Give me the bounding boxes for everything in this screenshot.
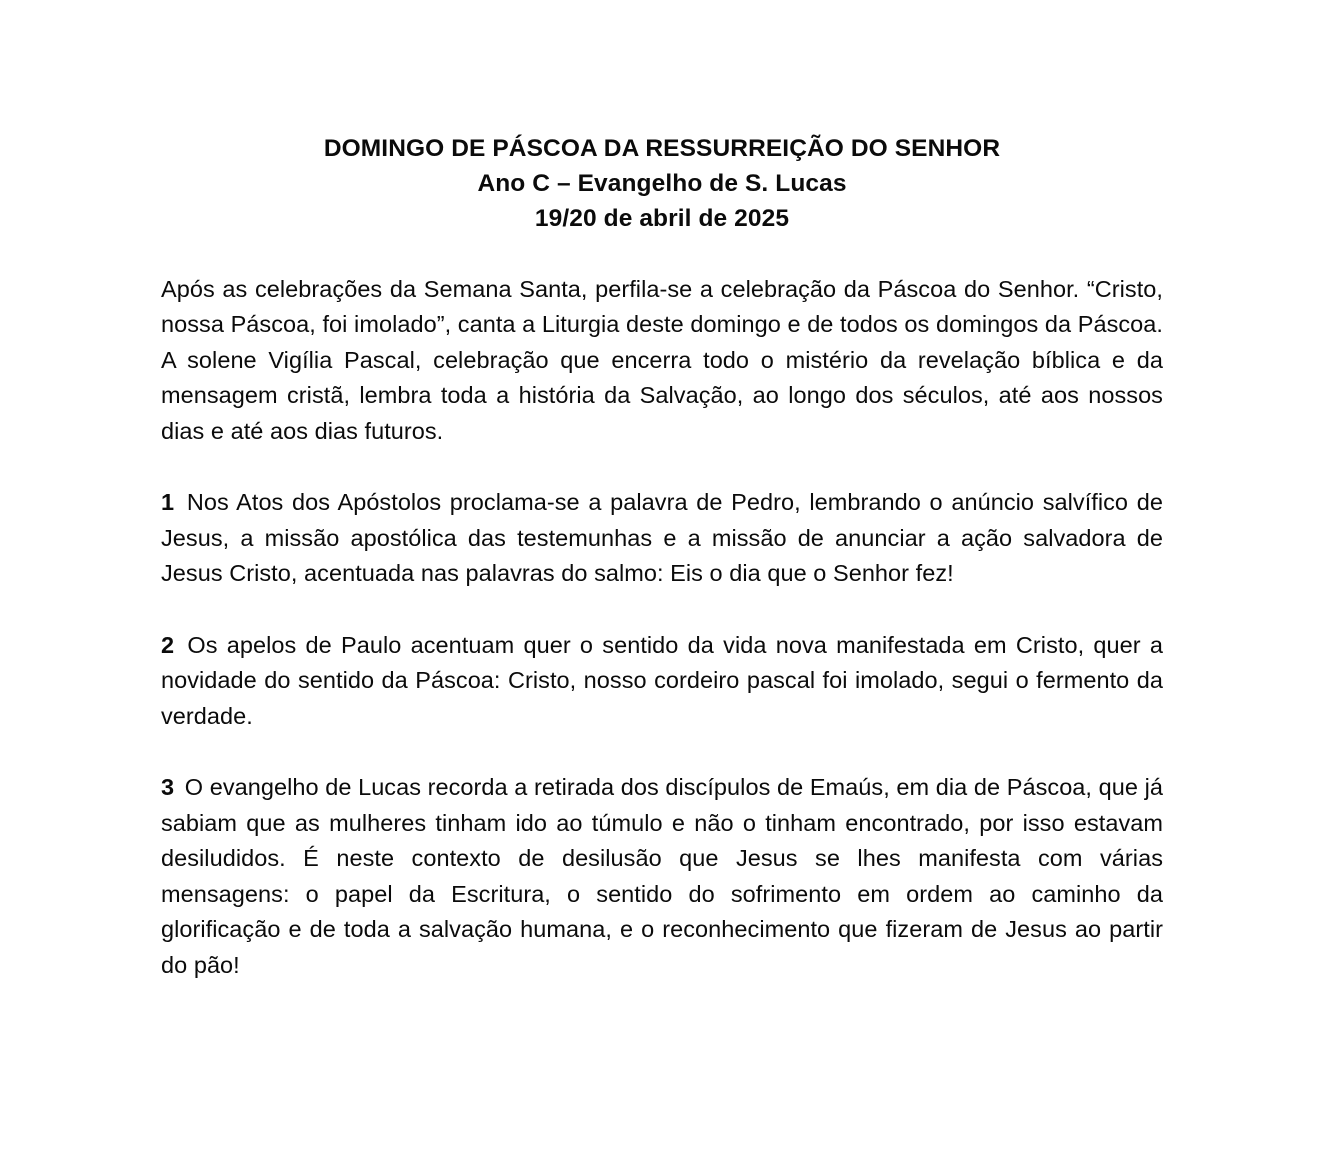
numbered-paragraph-1: [161, 485, 1163, 592]
paragraph-number: 2: [161, 631, 175, 658]
document-title: DOMINGO DE PÁSCOA DA RESSURREIÇÃO DO SENHOR: [323, 135, 1001, 162]
paragraph-text: Nos Atos dos Apóstolos proclama-se a palavra de Pedro, lembrando o anúncio salvífico de Jesus, a missão apostólica das testemunhas e a missão de anunciar a ação salvadora de Jesus Cristo, acentuada nas palavras do salmo: Eis o dia que o Senhor fez!: [161, 489, 1163, 587]
numbered-paragraph-3: [161, 770, 1163, 984]
document-subtitle: Ano C – Evangelho de S. Lucas: [477, 170, 847, 197]
paragraph-number: 3: [161, 773, 175, 800]
paragraph-text: Os apelos de Paulo acentuam quer o sentido da vida nova manifestada em Cristo, quer a novidade do sentido da Páscoa: Cristo, nosso cordeiro pascal foi imolado, segui o fermento da verdade.: [161, 631, 1163, 729]
title-block: [161, 131, 1163, 236]
paragraph-text: O evangelho de Lucas recorda a retirada dos discípulos de Emaús, em dia de Páscoa, que já sabiam que as mulheres tinham ido ao túmulo e não o tinham encontrado, por isso estavam desiludidos. É neste contexto de desilusão que Jesus se lhes manifesta com várias mensagens: o papel da Escritura, o sentido do sofrimento em ordem ao caminho da glorificação e de toda a salvação humana, e o reconhecimento que fizeram de Jesus ao partir do pão!: [161, 773, 1163, 978]
paragraph-number: 1: [161, 489, 175, 516]
document-content: [161, 0, 1163, 983]
document-date: 19/20 de abril de 2025: [534, 205, 790, 232]
body-text: [161, 272, 1163, 984]
numbered-paragraph-2: [161, 628, 1163, 735]
intro-paragraph: Após as celebrações da Semana Santa, perfila-se a celebração da Páscoa do Senhor. “Cristo, nossa Páscoa, foi imolado”, canta a Liturgia deste domingo e de todos os domingos da Páscoa. A solene Vigília Pascal, celebração que encerra todo o mistério da revelação bíblica e da mensagem cristã, lembra toda a história da Salvação, ao longo dos séculos, até aos nossos dias e até aos dias futuros.: [161, 275, 1163, 444]
